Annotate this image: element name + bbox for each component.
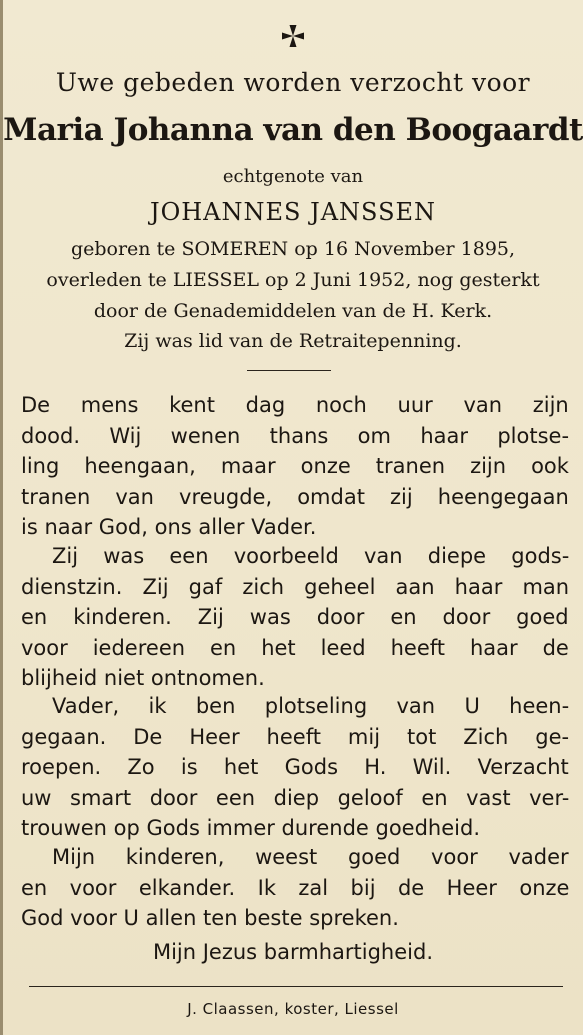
closing-prayer: Mijn Jezus barmhartigheid. — [152, 940, 434, 964]
paragraph-line: God voor U allen ten beste spreken. — [21, 906, 399, 930]
bio-line: door de Genademiddelen van de H. Kerk. — [93, 300, 493, 322]
bio-line: geboren te SOMEREN op 16 November 1895, — [70, 238, 516, 260]
cross-pattee-icon — [281, 24, 305, 48]
printer-credit: J. Claassen, koster, Liessel — [187, 1000, 399, 1018]
paragraph-line: voor iedereen en het leed heeft haar de — [21, 635, 569, 660]
prayer-request: Uwe gebeden worden verzocht voor — [55, 68, 531, 97]
spouse-intro: echtgenote van — [222, 166, 364, 187]
paragraph-character — [21, 541, 569, 694]
bio-line: Zij was lid van de Retraitepenning. — [124, 330, 462, 352]
paragraph-line: uw smart door een diep geloof en vast ver- — [21, 785, 570, 810]
paragraph-line: ling heengaan, maar onze tranen zijn ook — [21, 454, 569, 478]
paragraph-line: tranen van vreugde, omdat zij heengegaan — [21, 484, 569, 509]
paragraph-line: trouwen op Gods immer durende goedheid. — [21, 816, 481, 840]
paragraph-line: dienstzin. Zij gaf zich geheel aan haar man — [21, 574, 570, 599]
paragraph-to-husband — [21, 691, 569, 844]
paragraph-to-children — [21, 842, 569, 934]
paragraph-line: Mijn kinderen, weest goed voor vader — [52, 845, 569, 869]
paragraph-line: blijheid niet ontnomen. — [21, 666, 265, 690]
bio-line: overleden te LIESSEL op 2 Juni 1952, nog gesterkt — [46, 269, 540, 291]
paragraph-line: en voor elkander. Ik zal bij de Heer onze — [21, 875, 570, 900]
paragraph-line: is naar God, ons aller Vader. — [21, 515, 317, 539]
paragraph-line: dood. Wij wenen thans om haar plotse- — [21, 423, 570, 448]
paragraph-mortality — [21, 390, 569, 543]
paragraph-line: Vader, ik ben plotseling van U heen- — [52, 694, 570, 718]
paragraph-line: Zij was een voorbeeld van diepe gods- — [52, 544, 570, 568]
paragraph-line: roepen. Zo is het Gods H. Wil. Verzacht — [21, 755, 569, 779]
paragraph-line: en kinderen. Zij was door en door goed — [21, 605, 569, 629]
deceased-name: Maria Johanna van den Boogaardt — [3, 112, 583, 148]
paragraph-line: gegaan. De Heer heeft mij tot Zich ge- — [21, 724, 570, 749]
divider-short — [247, 370, 331, 371]
divider-long — [29, 986, 563, 987]
paragraph-line: De mens kent dag noch uur van zijn — [21, 393, 569, 417]
spouse-name: JOHANNES JANSSEN — [149, 198, 437, 226]
